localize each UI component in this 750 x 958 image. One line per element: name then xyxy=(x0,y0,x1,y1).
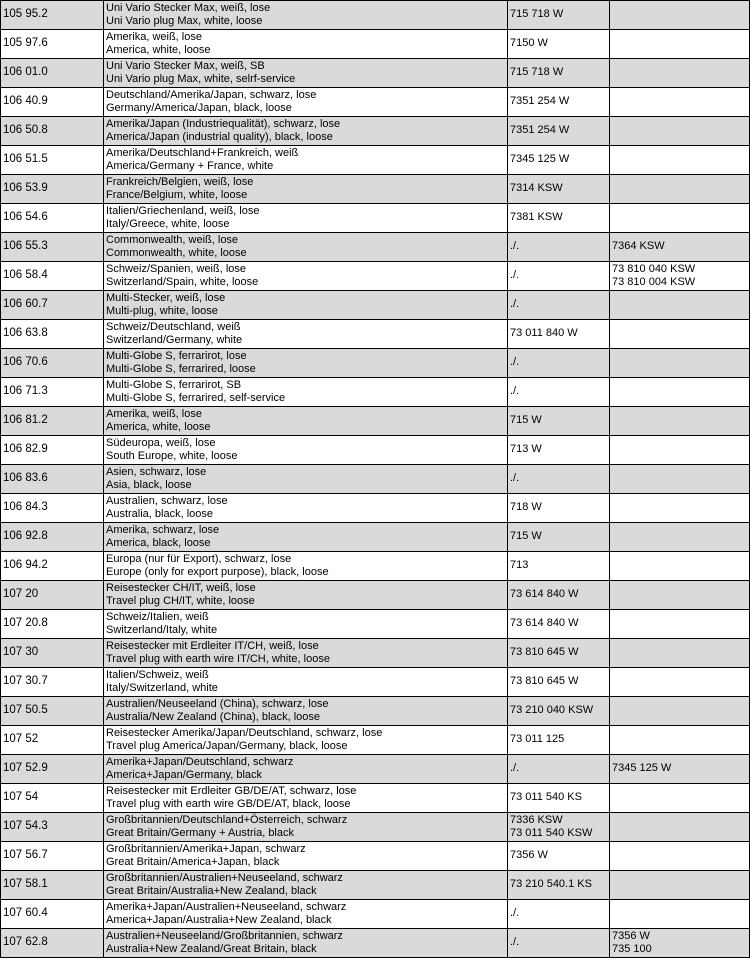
description-cell xyxy=(104,320,508,349)
description-german: Uni Vario Stecker Max, weiß, SB xyxy=(106,59,265,72)
description-english: Germany/America/Japan, black, loose xyxy=(106,102,292,114)
alt-code-cell xyxy=(610,581,750,610)
code-primary: ./. xyxy=(510,240,520,253)
description-cell xyxy=(104,494,508,523)
description-cell xyxy=(104,175,508,204)
code-cell xyxy=(508,262,610,291)
article-number-cell: 107 56.7 xyxy=(1,842,104,871)
table-row xyxy=(1,842,750,871)
description-english: France/Belgium, white, loose xyxy=(106,189,248,201)
table-row xyxy=(1,146,750,175)
code-cell xyxy=(508,697,610,726)
description-cell xyxy=(104,465,508,494)
code-primary: 73 011 840 W xyxy=(510,327,578,340)
article-number-cell: 105 97.6 xyxy=(1,30,104,59)
article-number-cell: 106 60.7 xyxy=(1,291,104,320)
description-german: Italien/Schweiz, weiß xyxy=(106,668,209,681)
description-english: America/Japan (industrial quality), black, loose xyxy=(106,131,333,143)
table-row xyxy=(1,175,750,204)
table-row xyxy=(1,639,750,668)
alt-code-cell xyxy=(610,1,750,30)
description-cell xyxy=(104,233,508,262)
alt-code-cell xyxy=(610,697,750,726)
code-alternative-second: 73 810 004 KSW xyxy=(612,276,696,288)
code-primary: ./. xyxy=(510,269,520,282)
code-primary: 713 xyxy=(510,559,529,572)
code-cell xyxy=(508,900,610,929)
description-german: Amerika, weiß, lose xyxy=(106,407,202,420)
alt-code-cell xyxy=(610,552,750,581)
article-number-cell: 106 40.9 xyxy=(1,88,104,117)
description-english: Travel plug CH/IT, white, loose xyxy=(106,595,255,607)
table-row xyxy=(1,523,750,552)
table-row xyxy=(1,59,750,88)
code-primary: 7381 KSW xyxy=(510,211,563,224)
code-cell xyxy=(508,59,610,88)
description-english: America, white, loose xyxy=(106,44,211,56)
table-row xyxy=(1,378,750,407)
article-number-cell: 106 51.5 xyxy=(1,146,104,175)
code-primary: 73 614 840 W xyxy=(510,588,579,601)
article-number-cell: 107 30 xyxy=(1,639,104,668)
article-number-cell: 106 50.8 xyxy=(1,117,104,146)
description-german: Schweiz/Deutschland, weiß xyxy=(106,320,241,333)
description-cell xyxy=(104,726,508,755)
description-german: Italien/Griechenland, weiß, lose xyxy=(106,204,260,217)
description-english: Australia, black, loose xyxy=(106,508,213,520)
description-cell xyxy=(104,436,508,465)
description-cell xyxy=(104,349,508,378)
table-row xyxy=(1,88,750,117)
table-row xyxy=(1,494,750,523)
article-number-cell: 106 82.9 xyxy=(1,436,104,465)
description-cell xyxy=(104,813,508,842)
description-english: Switzerland/Germany, white xyxy=(106,334,243,346)
description-english: Australia+New Zealand/Great Britain, black xyxy=(106,943,317,955)
code-primary: 7345 125 W xyxy=(510,153,570,166)
code-primary: 715 W xyxy=(510,414,542,427)
code-primary-second: 73 011 540 KSW xyxy=(510,827,593,839)
code-primary: 73 210 040 KSW xyxy=(510,704,594,717)
description-english: Italy/Greece, white, loose xyxy=(106,218,230,230)
code-alternative: 7356 W xyxy=(612,929,650,942)
table-row xyxy=(1,30,750,59)
code-primary: 73 011 125 xyxy=(510,733,565,746)
description-cell xyxy=(104,668,508,697)
table-row xyxy=(1,784,750,813)
code-cell xyxy=(508,581,610,610)
description-english: Europe (only for export purpose), black, loose xyxy=(106,566,329,578)
table-row xyxy=(1,465,750,494)
table-row xyxy=(1,204,750,233)
alt-code-cell xyxy=(610,523,750,552)
code-primary: ./. xyxy=(510,472,520,485)
description-german: Schweiz/Italien, weiß xyxy=(106,610,209,623)
description-german: Großbritannien/Deutschland+Österreich, schwarz xyxy=(106,813,348,826)
article-number-cell: 106 53.9 xyxy=(1,175,104,204)
description-german: Reisestecker Amerika/Japan/Deutschland, schwarz, lose xyxy=(106,726,383,739)
code-cell xyxy=(508,233,610,262)
alt-code-cell xyxy=(610,465,750,494)
code-alternative: 7364 KSW xyxy=(612,240,665,253)
code-cell xyxy=(508,320,610,349)
table-row xyxy=(1,668,750,697)
alt-code-cell xyxy=(610,668,750,697)
article-number-cell: 107 30.7 xyxy=(1,668,104,697)
alt-code-cell xyxy=(610,726,750,755)
code-cell xyxy=(508,813,610,842)
description-cell xyxy=(104,581,508,610)
code-primary: 7356 W xyxy=(510,849,548,862)
table-row xyxy=(1,726,750,755)
description-english: Uni Vario plug Max, white, selrf-service xyxy=(106,73,296,85)
code-primary: 7336 KSW xyxy=(510,813,563,826)
code-cell xyxy=(508,204,610,233)
table-row xyxy=(1,929,750,958)
code-primary: 7314 KSW xyxy=(510,182,563,195)
description-cell xyxy=(104,929,508,958)
alt-code-cell xyxy=(610,262,750,291)
description-german: Multi-Globe S, ferrarirot, lose xyxy=(106,349,247,362)
description-english: America, black, loose xyxy=(106,537,211,549)
description-english: Commonwealth, white, loose xyxy=(106,247,247,259)
code-cell xyxy=(508,465,610,494)
description-english: Asia, black, loose xyxy=(106,479,192,491)
code-primary: 73 614 840 W xyxy=(510,617,579,630)
description-cell xyxy=(104,900,508,929)
description-english: Multi-plug, white, loose xyxy=(106,305,218,317)
description-english: Multi-Globe S, ferrarired, loose xyxy=(106,363,256,375)
article-number-cell: 106 70.6 xyxy=(1,349,104,378)
article-number-cell: 106 81.2 xyxy=(1,407,104,436)
alt-code-cell xyxy=(610,436,750,465)
article-number-cell: 107 52.9 xyxy=(1,755,104,784)
description-german: Großbritannien/Australien+Neuseeland, schwarz xyxy=(106,871,343,884)
code-cell xyxy=(508,494,610,523)
code-alternative-second: 735 100 xyxy=(612,943,652,955)
description-german: Südeuropa, weiß, lose xyxy=(106,436,216,449)
alt-code-cell xyxy=(610,639,750,668)
description-cell xyxy=(104,1,508,30)
alt-code-cell xyxy=(610,175,750,204)
code-primary: ./. xyxy=(510,298,520,311)
description-cell xyxy=(104,697,508,726)
article-number-cell: 106 55.3 xyxy=(1,233,104,262)
alt-code-cell xyxy=(610,88,750,117)
alt-code-cell xyxy=(610,784,750,813)
description-cell xyxy=(104,639,508,668)
alt-code-cell xyxy=(610,30,750,59)
description-cell xyxy=(104,204,508,233)
description-german: Europa (nur für Export), schwarz, lose xyxy=(106,552,292,565)
code-primary: 715 W xyxy=(510,530,542,543)
table-row xyxy=(1,813,750,842)
alt-code-cell xyxy=(610,900,750,929)
code-alternative: 73 810 040 KSW xyxy=(612,262,696,275)
article-number-cell: 106 63.8 xyxy=(1,320,104,349)
description-english: Switzerland/Italy, white xyxy=(106,624,218,636)
article-number-cell: 106 01.0 xyxy=(1,59,104,88)
alt-code-cell xyxy=(610,610,750,639)
table-row xyxy=(1,755,750,784)
description-cell xyxy=(104,784,508,813)
article-number-cell: 106 83.6 xyxy=(1,465,104,494)
code-cell xyxy=(508,88,610,117)
description-german: Amerika/Japan (Industriequalität), schwarz, lose xyxy=(106,117,341,130)
code-cell xyxy=(508,30,610,59)
article-number-cell: 106 58.4 xyxy=(1,262,104,291)
article-number-cell: 107 20.8 xyxy=(1,610,104,639)
code-primary: 718 W xyxy=(510,501,542,514)
alt-code-cell xyxy=(610,117,750,146)
code-primary: ./. xyxy=(510,762,520,775)
description-german: Reisestecker mit Erdleiter GB/DE/AT, schwarz, lose xyxy=(106,784,357,797)
description-english: Great Britain/Germany + Austria, black xyxy=(106,827,294,839)
description-english: Travel plug with earth wire GB/DE/AT, black, loose xyxy=(106,798,351,810)
code-cell xyxy=(508,929,610,958)
code-cell xyxy=(508,871,610,900)
alt-code-cell xyxy=(610,494,750,523)
description-german: Amerika, weiß, lose xyxy=(106,30,202,43)
code-primary: 715 718 W xyxy=(510,66,564,79)
description-english: Italy/Switzerland, white xyxy=(106,682,218,694)
description-cell xyxy=(104,755,508,784)
article-number-cell: 107 54 xyxy=(1,784,104,813)
code-cell xyxy=(508,523,610,552)
article-number-cell: 106 54.6 xyxy=(1,204,104,233)
description-german: Multi-Globe S, ferrarirot, SB xyxy=(106,378,242,391)
description-english: Great Britain/Australia+New Zealand, black xyxy=(106,885,317,897)
description-german: Uni Vario Stecker Max, weiß, lose xyxy=(106,1,271,14)
code-cell xyxy=(508,378,610,407)
description-cell xyxy=(104,117,508,146)
article-number-cell: 107 54.3 xyxy=(1,813,104,842)
code-cell xyxy=(508,1,610,30)
description-german: Amerika+Japan/Deutschland, schwarz xyxy=(106,755,294,768)
code-cell xyxy=(508,146,610,175)
description-english: Travel plug with earth wire IT/CH, white, loose xyxy=(106,653,330,665)
table-row xyxy=(1,407,750,436)
table-row xyxy=(1,436,750,465)
description-english: Great Britain/America+Japan, black xyxy=(106,856,280,868)
article-number-cell: 107 20 xyxy=(1,581,104,610)
description-english: Travel plug America/Japan/Germany, black, loose xyxy=(106,740,348,752)
alt-code-cell xyxy=(610,755,750,784)
code-primary: ./. xyxy=(510,907,520,920)
description-german: Australien/Neuseeland (China), schwarz, lose xyxy=(106,697,329,710)
description-german: Australien+Neuseeland/Großbritannien, schwarz xyxy=(106,929,343,942)
code-cell xyxy=(508,784,610,813)
alt-code-cell xyxy=(610,204,750,233)
code-primary: ./. xyxy=(510,936,520,949)
alt-code-cell xyxy=(610,378,750,407)
description-cell xyxy=(104,610,508,639)
article-number-cell: 105 95.2 xyxy=(1,1,104,30)
description-german: Frankreich/Belgien, weiß, lose xyxy=(106,175,254,188)
code-cell xyxy=(508,639,610,668)
code-cell xyxy=(508,842,610,871)
article-number-cell: 107 50.5 xyxy=(1,697,104,726)
alt-code-cell xyxy=(610,291,750,320)
description-english: Australia/New Zealand (China), black, loose xyxy=(106,711,320,723)
product-table-body xyxy=(1,1,750,958)
table-row xyxy=(1,581,750,610)
description-german: Amerika/Deutschland+Frankreich, weiß xyxy=(106,146,299,159)
code-alternative: 7345 125 W xyxy=(612,762,672,775)
description-german: Großbritannien/Amerika+Japan, schwarz xyxy=(106,842,306,855)
table-row xyxy=(1,291,750,320)
description-english: Switzerland/Spain, white, loose xyxy=(106,276,259,288)
table-row xyxy=(1,262,750,291)
description-english: America+Japan/Australia+New Zealand, black xyxy=(106,914,332,926)
code-cell xyxy=(508,407,610,436)
code-cell xyxy=(508,117,610,146)
alt-code-cell xyxy=(610,813,750,842)
description-cell xyxy=(104,88,508,117)
table-row xyxy=(1,349,750,378)
code-primary: 73 810 645 W xyxy=(510,646,579,659)
description-english: South Europe, white, loose xyxy=(106,450,238,462)
description-german: Amerika, schwarz, lose xyxy=(106,523,220,536)
alt-code-cell xyxy=(610,59,750,88)
alt-code-cell xyxy=(610,233,750,262)
description-english: Uni Vario plug Max, white, loose xyxy=(106,15,263,27)
description-cell xyxy=(104,552,508,581)
code-cell xyxy=(508,726,610,755)
code-cell xyxy=(508,552,610,581)
code-cell xyxy=(508,610,610,639)
article-number-cell: 107 62.8 xyxy=(1,929,104,958)
article-number-cell: 106 84.3 xyxy=(1,494,104,523)
alt-code-cell xyxy=(610,349,750,378)
code-primary: 715 718 W xyxy=(510,8,564,21)
code-primary: 7351 254 W xyxy=(510,95,570,108)
code-primary: 73 210 540.1 KS xyxy=(510,878,592,891)
description-cell xyxy=(104,871,508,900)
table-row xyxy=(1,697,750,726)
code-primary: 73 011 540 KS xyxy=(510,791,582,804)
description-cell xyxy=(104,146,508,175)
alt-code-cell xyxy=(610,871,750,900)
code-primary: 713 W xyxy=(510,443,542,456)
article-number-cell: 107 52 xyxy=(1,726,104,755)
description-cell xyxy=(104,407,508,436)
table-row xyxy=(1,610,750,639)
code-cell xyxy=(508,755,610,784)
description-english: Multi-Globe S, ferrarired, self-service xyxy=(106,392,286,404)
code-primary: 7351 254 W xyxy=(510,124,570,137)
table-row xyxy=(1,552,750,581)
description-german: Asien, schwarz, lose xyxy=(106,465,207,478)
alt-code-cell xyxy=(610,146,750,175)
code-primary: ./. xyxy=(510,385,520,398)
description-cell xyxy=(104,59,508,88)
table-row xyxy=(1,871,750,900)
alt-code-cell xyxy=(610,929,750,958)
article-number-cell: 106 71.3 xyxy=(1,378,104,407)
code-primary: ./. xyxy=(510,356,520,369)
alt-code-cell xyxy=(610,320,750,349)
description-cell xyxy=(104,842,508,871)
description-cell xyxy=(104,523,508,552)
code-cell xyxy=(508,291,610,320)
code-primary: 73 810 645 W xyxy=(510,675,579,688)
article-number-cell: 107 58.1 xyxy=(1,871,104,900)
description-cell xyxy=(104,30,508,59)
description-german: Commonwealth, weiß, lose xyxy=(106,233,239,246)
description-german: Deutschland/Amerika/Japan, schwarz, lose xyxy=(106,88,317,101)
description-german: Schweiz/Spanien, weiß, lose xyxy=(106,262,247,275)
description-german: Multi-Stecker, weiß, lose xyxy=(106,291,226,304)
table-row xyxy=(1,1,750,30)
code-cell xyxy=(508,668,610,697)
description-german: Australien, schwarz, lose xyxy=(106,494,228,507)
table-row xyxy=(1,900,750,929)
description-english: America, white, loose xyxy=(106,421,211,433)
alt-code-cell xyxy=(610,407,750,436)
description-german: Reisestecker CH/IT, weiß, lose xyxy=(106,581,256,594)
description-german: Amerika+Japan/Australien+Neuseeland, schwarz xyxy=(106,900,347,913)
description-english: America/Germany + France, white xyxy=(106,160,274,172)
alt-code-cell xyxy=(610,842,750,871)
article-number-cell: 106 92.8 xyxy=(1,523,104,552)
table-row xyxy=(1,117,750,146)
table-row xyxy=(1,233,750,262)
description-german: Reisestecker mit Erdleiter IT/CH, weiß, lose xyxy=(106,639,319,652)
description-english: America+Japan/Germany, black xyxy=(106,769,263,781)
code-cell xyxy=(508,175,610,204)
code-cell xyxy=(508,349,610,378)
description-cell xyxy=(104,378,508,407)
article-number-cell: 106 94.2 xyxy=(1,552,104,581)
description-cell xyxy=(104,291,508,320)
code-cell xyxy=(508,436,610,465)
table-row xyxy=(1,320,750,349)
code-primary: 7150 W xyxy=(510,37,548,50)
description-cell xyxy=(104,262,508,291)
article-number-cell: 107 60.4 xyxy=(1,900,104,929)
